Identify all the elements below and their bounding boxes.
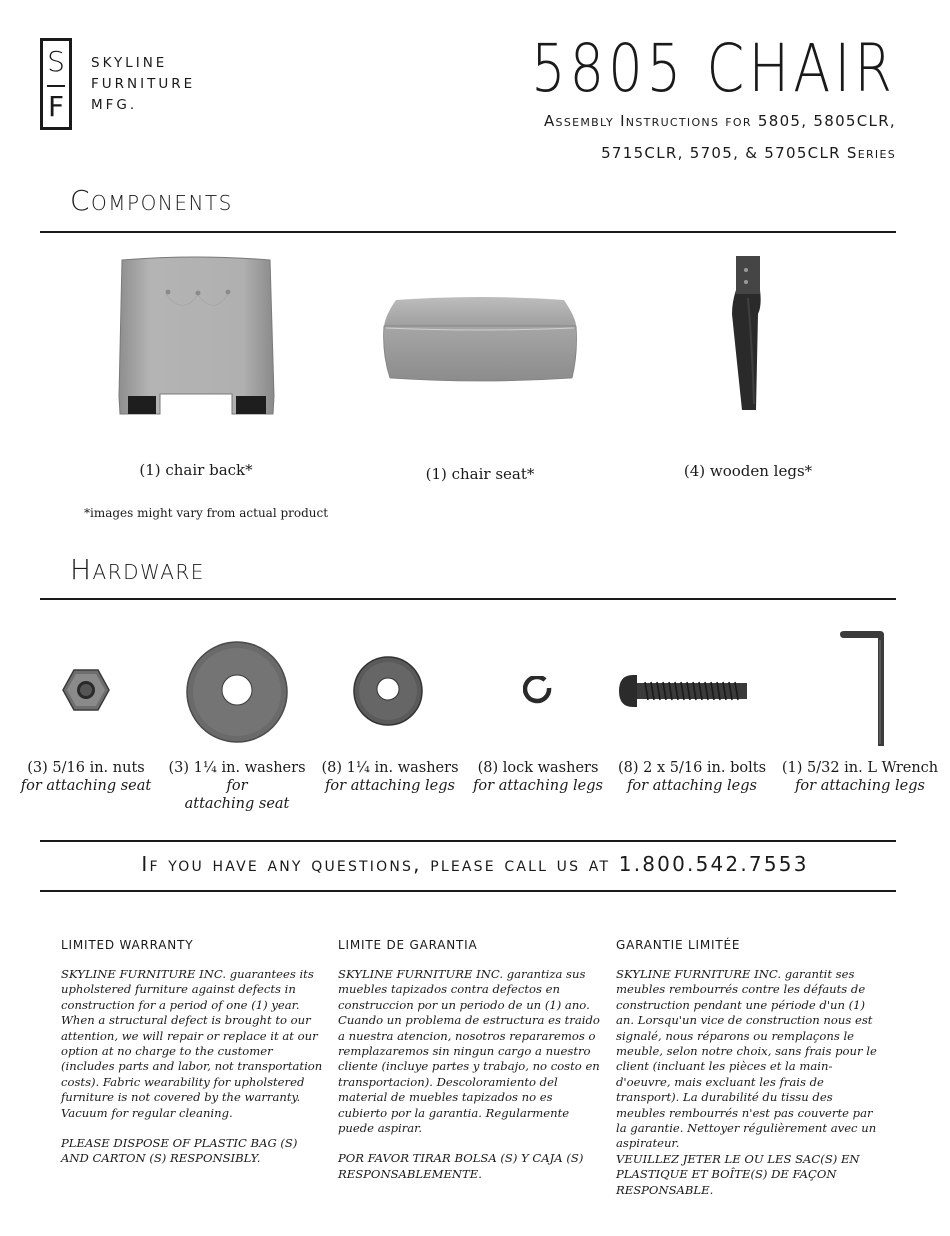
- hardware-qty-nuts: (3) 5/16 in. nuts: [27, 760, 145, 776]
- component-label-chair-seat: (1) chair seat*: [425, 465, 535, 483]
- hardware-purpose-large-washers: attaching seat: [184, 796, 290, 812]
- warranty-column-english: [61, 938, 325, 1167]
- warranty-column-spanish: [338, 938, 602, 1182]
- warranty-heading-english: LIMITED WARRANTY: [61, 938, 194, 952]
- hardware-qty-l-wrench: (1) 5/32 in. L Wrench: [781, 760, 939, 776]
- company-line-3: MFG.: [91, 96, 138, 113]
- hardware-label-bolts: [612, 759, 772, 795]
- hardware-qty-washers: (8) 1¼ in. washers: [321, 760, 459, 776]
- warranty-body-spanish: SKYLINE FURNITURE INC. garantiza sus muebles tapizados contra defectos en construccion por un periodo de un (1) ano. Cuando un problema de estructura es traido a nuestra atencion, nosotros repararemos o remplazaremos sin ningun cargo a nuestro cliente (incluye partes y trabajo, no costo en transportacion). Descoloramiento del material de muebles tapizados no es cubierto por la garantia. Regularmente puede aspirar.: [338, 967, 600, 1136]
- logo-letter-bottom: F: [47, 90, 65, 123]
- logo-letter-top: S: [47, 45, 65, 78]
- contact-top-divider: [40, 840, 896, 842]
- component-label-chair-back: (1) chair back*: [139, 461, 253, 479]
- warranty-heading-french: GARANTIE LIMITÉE: [616, 938, 741, 952]
- hardware-label-nuts: [6, 759, 166, 795]
- hardware-label-large-washers: [157, 759, 317, 813]
- hardware-qty-bolts: (8) 2 x 5/16 in. bolts: [617, 760, 767, 776]
- wooden-leg-icon: [728, 254, 768, 412]
- hardware-qty-large-washers: (3) 1¼ in. washers: [168, 760, 306, 776]
- hardware-purpose-inline-large-washers: for: [226, 778, 248, 794]
- chair-back-icon: [116, 256, 276, 418]
- hex-nut-icon: [62, 668, 110, 712]
- components-divider: [40, 231, 896, 233]
- components-heading: Components: [70, 184, 233, 217]
- disposal-note-french: VEUILLEZ JETER LE OU LES SAC(S) EN PLASTIQUE ET BOÎTE(S) DE FAÇON RESPONSABLE.: [616, 1151, 860, 1197]
- hardware-purpose-washers: for attaching legs: [325, 778, 455, 794]
- subtitle-line-1: Assembly Instructions for 5805, 5805CLR,: [544, 112, 896, 130]
- document-title: 5805 CHAIR: [530, 30, 896, 107]
- chair-seat-icon: [382, 294, 578, 384]
- company-line-1: SKYLINE: [91, 54, 168, 71]
- disposal-note-english: PLEASE DISPOSE OF PLASTIC BAG (S) AND CARTON (S) RESPONSIBLY.: [61, 1136, 298, 1166]
- image-disclaimer-note: *images might vary from actual product: [84, 506, 329, 520]
- hardware-label-l-wrench: [778, 759, 942, 795]
- warranty-heading-spanish: LIMITE DE GARANTIA: [338, 938, 478, 952]
- company-name: [91, 53, 195, 116]
- hardware-heading: Hardware: [70, 553, 205, 586]
- logo-monogram: [40, 38, 72, 130]
- bolt-icon: [617, 674, 749, 708]
- warranty-body-french: SKYLINE FURNITURE INC. garantit ses meubles rembourrés contre les défauts de construction pendant une période d'un (1) an. Lorsqu'un vice de construction nous est signalé, nous réparons ou remplaçons le meuble, selon notre choix, sans frais pour le client (incluant les pièces et la main-d'oeuvre, mais excluant les frais de transport). La durabilité du tissu des meubles rembourrés n'est pas couverte par la garantie. Nettoyer régulièrement avec un aspirateur.: [616, 967, 877, 1151]
- hardware-qty-lock-washers: (8) lock washers: [477, 760, 599, 776]
- hardware-divider: [40, 598, 896, 600]
- hardware-purpose-bolts: for attaching legs: [627, 778, 757, 794]
- contact-bottom-divider: [40, 890, 896, 892]
- hardware-purpose-l-wrench: for attaching legs: [795, 778, 925, 794]
- lock-washer-icon: [523, 676, 553, 706]
- component-label-wooden-legs: (4) wooden legs*: [683, 462, 813, 480]
- subtitle-line-2: 5715CLR, 5705, & 5705CLR Series: [601, 144, 896, 162]
- hardware-label-lock-washers: [458, 759, 618, 795]
- company-logo: [40, 38, 195, 130]
- hardware-purpose-lock-washers: for attaching legs: [473, 778, 603, 794]
- large-washer-icon: [185, 640, 289, 744]
- disposal-note-spanish: POR FAVOR TIRAR BOLSA (S) Y CAJA (S) RESPONSABLEMENTE.: [338, 1151, 584, 1181]
- l-wrench-icon: [836, 628, 890, 750]
- warranty-column-french: [616, 938, 880, 1198]
- contact-phone-line: If you have any questions, please call us at 1.800.542.7553: [141, 852, 809, 876]
- hardware-purpose-nuts: for attaching seat: [20, 778, 152, 794]
- hardware-label-washers: [310, 759, 470, 795]
- washer-icon: [352, 655, 424, 727]
- warranty-body-english: SKYLINE FURNITURE INC. guarantees its upholstered furniture against defects in construction for a period of one (1) year. When a structural defect is brought to our attention, we will repair or replace it at our option at no charge to the customer (includes parts and labor, not transportation costs). Fabric wearability for upholstered furniture is not covered by the warranty. Vacuum for regular cleaning.: [61, 967, 323, 1120]
- company-line-2: FURNITURE: [91, 75, 196, 92]
